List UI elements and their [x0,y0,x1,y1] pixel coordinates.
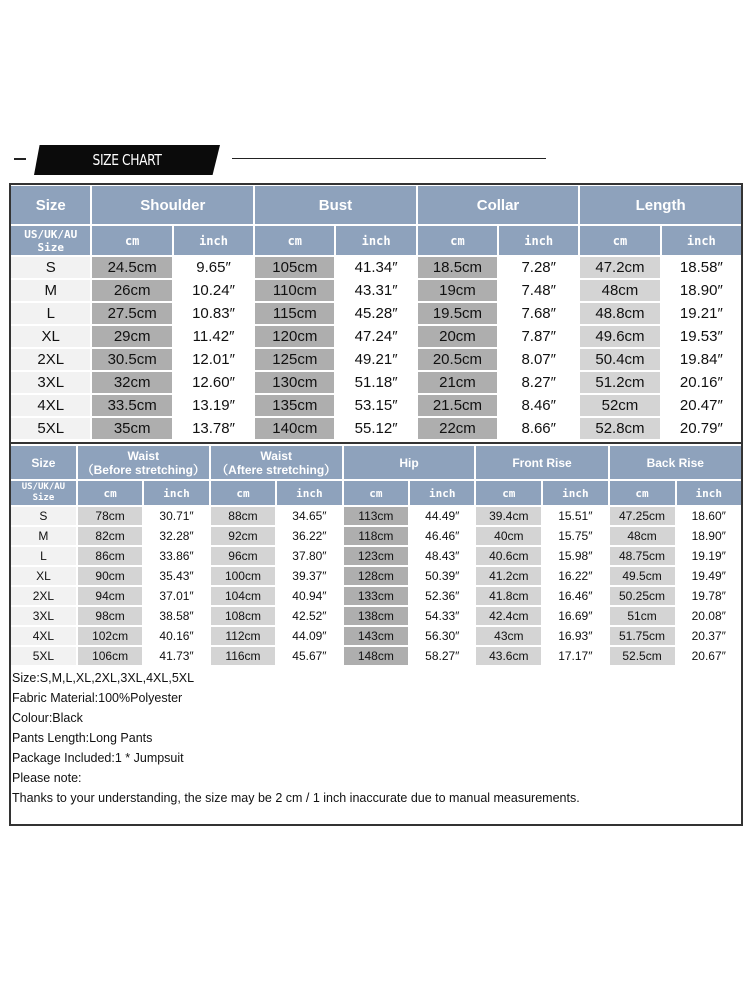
size-cell: L [11,547,76,565]
table-row [11,547,741,565]
note-please-note: Please note: [12,771,82,785]
value-cell-bust-cm: 115cm [255,303,334,324]
table-row [11,527,741,545]
value-cell-hip-in: 52.36″ [410,587,474,605]
size-region-label [11,481,76,505]
size-cell: S [11,257,90,278]
value-cell-shoulder-cm: 30.5cm [92,349,171,370]
value-cell-hip-in: 46.46″ [410,527,474,545]
size-region-label [11,226,90,255]
value-cell-collar-cm: 21.5cm [418,395,497,416]
value-cell-hip-in: 48.43″ [410,547,474,565]
col-length: Length [580,186,741,224]
value-cell-w2-cm: 112cm [211,627,275,645]
table-row [11,257,741,278]
value-cell-bust-in: 47.24″ [336,326,415,347]
waist-before-line2: （Before stretching） [81,462,205,477]
size-cell: 2XL [11,349,90,370]
header-dash [14,158,26,160]
value-cell-hip-cm: 138cm [344,607,408,625]
value-cell-w1-in: 32.28″ [144,527,208,545]
value-cell-fr-cm: 43.6cm [476,647,541,665]
size-region-line1: US/UK/AU [24,227,78,241]
size-cell: XL [11,326,90,347]
value-cell-br-cm: 48.75cm [610,547,675,565]
value-cell-shoulder-cm: 29cm [92,326,171,347]
value-cell-length-in: 19.21″ [662,303,741,324]
value-cell-bust-cm: 130cm [255,372,334,393]
value-cell-w1-in: 35.43″ [144,567,208,585]
value-cell-length-cm: 49.6cm [580,326,659,347]
value-cell-w1-cm: 90cm [78,567,142,585]
unit-inch: inch [677,481,741,505]
value-cell-length-cm: 51.2cm [580,372,659,393]
value-cell-hip-cm: 143cm [344,627,408,645]
value-cell-bust-in: 51.18″ [336,372,415,393]
unit-inch: inch [174,226,253,255]
size-cell: 3XL [11,607,76,625]
value-cell-collar-in: 8.46″ [499,395,578,416]
value-cell-w2-cm: 92cm [211,527,275,545]
size-cell: 4XL [11,627,76,645]
value-cell-w1-cm: 98cm [78,607,142,625]
value-cell-shoulder-in: 13.19″ [174,395,253,416]
value-cell-collar-in: 7.48″ [499,280,578,301]
table-row [11,567,741,585]
value-cell-w1-in: 40.16″ [144,627,208,645]
col-size: Size [11,446,76,479]
col-size: Size [11,186,90,224]
value-cell-hip-cm: 113cm [344,507,408,525]
size-cell: M [11,527,76,545]
value-cell-br-cm: 47.25cm [610,507,675,525]
table-row [11,627,741,645]
size-region-line1: US/UK/AU [21,482,66,492]
size-cell: M [11,280,90,301]
value-cell-w1-cm: 94cm [78,587,142,605]
value-cell-shoulder-in: 12.60″ [174,372,253,393]
value-cell-collar-in: 7.87″ [499,326,578,347]
size-cell: 5XL [11,647,76,665]
value-cell-shoulder-cm: 24.5cm [92,257,171,278]
value-cell-collar-cm: 22cm [418,418,497,439]
value-cell-hip-in: 54.33″ [410,607,474,625]
table-row [11,303,741,324]
value-cell-br-cm: 51cm [610,607,675,625]
value-cell-fr-in: 16.93″ [543,627,607,645]
value-cell-collar-cm: 20cm [418,326,497,347]
unit-inch: inch [543,481,607,505]
value-cell-br-in: 20.67″ [677,647,741,665]
value-cell-fr-cm: 41.8cm [476,587,541,605]
size-cell: 3XL [11,372,90,393]
col-shoulder: Shoulder [92,186,253,224]
size-cell: 5XL [11,418,90,439]
unit-cm: cm [78,481,142,505]
value-cell-hip-cm: 148cm [344,647,408,665]
value-cell-length-in: 19.53″ [662,326,741,347]
value-cell-length-in: 20.47″ [662,395,741,416]
unit-inch: inch [336,226,415,255]
unit-cm: cm [580,226,659,255]
table-row [11,507,741,525]
value-cell-bust-in: 53.15″ [336,395,415,416]
value-cell-bust-in: 49.21″ [336,349,415,370]
value-cell-w2-cm: 100cm [211,567,275,585]
value-cell-w1-in: 33.86″ [144,547,208,565]
banner-title: SIZE CHART [92,151,162,169]
value-cell-fr-cm: 42.4cm [476,607,541,625]
value-cell-w2-in: 44.09″ [277,627,341,645]
value-cell-length-cm: 50.4cm [580,349,659,370]
waist-after-line1: Waist [260,448,292,463]
value-cell-bust-in: 55.12″ [336,418,415,439]
top-size-table [9,184,743,441]
size-cell: 4XL [11,395,90,416]
unit-cm: cm [92,226,171,255]
size-cell: S [11,507,76,525]
value-cell-shoulder-cm: 33.5cm [92,395,171,416]
value-cell-length-in: 18.90″ [662,280,741,301]
value-cell-bust-cm: 125cm [255,349,334,370]
value-cell-collar-cm: 19cm [418,280,497,301]
bottom-size-table [9,444,743,667]
value-cell-w2-in: 45.67″ [277,647,341,665]
value-cell-br-cm: 49.5cm [610,567,675,585]
value-cell-fr-in: 16.22″ [543,567,607,585]
value-cell-fr-in: 15.51″ [543,507,607,525]
value-cell-length-in: 19.84″ [662,349,741,370]
value-cell-br-in: 20.37″ [677,627,741,645]
value-cell-w2-cm: 116cm [211,647,275,665]
waist-after-line2: （Aftere stretching） [216,462,337,477]
col-waist-before [78,446,209,479]
value-cell-br-cm: 51.75cm [610,627,675,645]
unit-cm: cm [476,481,541,505]
value-cell-bust-cm: 140cm [255,418,334,439]
value-cell-length-cm: 48.8cm [580,303,659,324]
value-cell-hip-cm: 128cm [344,567,408,585]
value-cell-bust-cm: 110cm [255,280,334,301]
size-chart-banner [34,145,220,175]
value-cell-w1-cm: 78cm [78,507,142,525]
col-waist-after [211,446,342,479]
product-notes [12,668,740,808]
value-cell-w1-in: 41.73″ [144,647,208,665]
unit-cm: cm [255,226,334,255]
value-cell-w1-in: 38.58″ [144,607,208,625]
value-cell-shoulder-cm: 35cm [92,418,171,439]
value-cell-length-in: 18.58″ [662,257,741,278]
value-cell-br-in: 19.49″ [677,567,741,585]
value-cell-w1-cm: 106cm [78,647,142,665]
unit-cm: cm [211,481,275,505]
value-cell-w1-cm: 102cm [78,627,142,645]
col-bust: Bust [255,186,416,224]
unit-inch: inch [499,226,578,255]
value-cell-collar-cm: 19.5cm [418,303,497,324]
value-cell-br-in: 19.78″ [677,587,741,605]
value-cell-bust-cm: 120cm [255,326,334,347]
value-cell-bust-cm: 135cm [255,395,334,416]
value-cell-fr-cm: 39.4cm [476,507,541,525]
note-package: Package Included:1 * Jumpsuit [12,751,184,765]
value-cell-length-cm: 47.2cm [580,257,659,278]
value-cell-bust-in: 41.34″ [336,257,415,278]
value-cell-shoulder-in: 11.42″ [174,326,253,347]
size-cell: 2XL [11,587,76,605]
value-cell-collar-cm: 21cm [418,372,497,393]
table-row [11,607,741,625]
value-cell-bust-cm: 105cm [255,257,334,278]
header-rule [232,158,546,159]
value-cell-w2-in: 40.94″ [277,587,341,605]
value-cell-hip-in: 44.49″ [410,507,474,525]
value-cell-fr-cm: 43cm [476,627,541,645]
value-cell-length-cm: 52cm [580,395,659,416]
value-cell-fr-in: 15.75″ [543,527,607,545]
value-cell-collar-cm: 20.5cm [418,349,497,370]
value-cell-w1-in: 30.71″ [144,507,208,525]
size-region-line2: Size [37,240,64,254]
table-row [11,372,741,393]
unit-cm: cm [610,481,675,505]
value-cell-br-in: 20.08″ [677,607,741,625]
value-cell-fr-in: 16.46″ [543,587,607,605]
value-cell-w2-cm: 88cm [211,507,275,525]
unit-inch: inch [410,481,474,505]
unit-inch: inch [662,226,741,255]
value-cell-br-cm: 52.5cm [610,647,675,665]
value-cell-fr-in: 15.98″ [543,547,607,565]
col-collar: Collar [418,186,579,224]
waist-before-line1: Waist [127,448,160,463]
note-colour: Colour:Black [12,711,83,725]
value-cell-br-in: 19.19″ [677,547,741,565]
value-cell-collar-in: 8.66″ [499,418,578,439]
value-cell-hip-cm: 133cm [344,587,408,605]
col-hip: Hip [344,446,475,479]
value-cell-shoulder-cm: 32cm [92,372,171,393]
value-cell-w2-in: 34.65″ [277,507,341,525]
value-cell-bust-in: 45.28″ [336,303,415,324]
table-row [11,418,741,439]
value-cell-w2-cm: 96cm [211,547,275,565]
value-cell-br-in: 18.90″ [677,527,741,545]
value-cell-br-in: 18.60″ [677,507,741,525]
unit-cm: cm [418,226,497,255]
value-cell-hip-cm: 123cm [344,547,408,565]
value-cell-br-cm: 50.25cm [610,587,675,605]
value-cell-w1-in: 37.01″ [144,587,208,605]
value-cell-w1-cm: 82cm [78,527,142,545]
value-cell-length-cm: 52.8cm [580,418,659,439]
table-row [11,280,741,301]
note-pants-length: Pants Length:Long Pants [12,731,153,745]
value-cell-w2-cm: 104cm [211,587,275,605]
value-cell-length-in: 20.79″ [662,418,741,439]
unit-inch: inch [277,481,341,505]
table-row [11,395,741,416]
value-cell-br-cm: 48cm [610,527,675,545]
table-row [11,647,741,665]
value-cell-hip-cm: 118cm [344,527,408,545]
value-cell-collar-in: 7.68″ [499,303,578,324]
note-sizes: Size:S,M,L,XL,2XL,3XL,4XL,5XL [12,671,195,685]
value-cell-length-in: 20.16″ [662,372,741,393]
value-cell-fr-in: 16.69″ [543,607,607,625]
value-cell-collar-in: 7.28″ [499,257,578,278]
value-cell-w2-in: 36.22″ [277,527,341,545]
value-cell-fr-cm: 40.6cm [476,547,541,565]
size-cell: L [11,303,90,324]
value-cell-fr-cm: 40cm [476,527,541,545]
value-cell-collar-in: 8.27″ [499,372,578,393]
unit-cm: cm [344,481,408,505]
value-cell-length-cm: 48cm [580,280,659,301]
value-cell-w2-cm: 108cm [211,607,275,625]
value-cell-shoulder-in: 10.24″ [174,280,253,301]
value-cell-shoulder-in: 9.65″ [174,257,253,278]
value-cell-fr-cm: 41.2cm [476,567,541,585]
value-cell-shoulder-in: 10.83″ [174,303,253,324]
value-cell-bust-in: 43.31″ [336,280,415,301]
value-cell-shoulder-cm: 27.5cm [92,303,171,324]
unit-inch: inch [144,481,208,505]
value-cell-w1-cm: 86cm [78,547,142,565]
value-cell-hip-in: 56.30″ [410,627,474,645]
value-cell-hip-in: 58.27″ [410,647,474,665]
value-cell-hip-in: 50.39″ [410,567,474,585]
value-cell-fr-in: 17.17″ [543,647,607,665]
table-row [11,349,741,370]
size-cell: XL [11,567,76,585]
value-cell-w2-in: 42.52″ [277,607,341,625]
size-region-line2: Size [32,493,55,503]
table-row [11,326,741,347]
note-accuracy: Thanks to your understanding, the size may be 2 cm / 1 inch inaccurate due to manual measurements. [12,791,580,805]
value-cell-shoulder-in: 12.01″ [174,349,253,370]
value-cell-collar-cm: 18.5cm [418,257,497,278]
col-front-rise: Front Rise [476,446,607,479]
value-cell-w2-in: 37.80″ [277,547,341,565]
value-cell-collar-in: 8.07″ [499,349,578,370]
value-cell-shoulder-in: 13.78″ [174,418,253,439]
table-row [11,587,741,605]
col-back-rise: Back Rise [610,446,741,479]
value-cell-w2-in: 39.37″ [277,567,341,585]
note-material: Fabric Material:100%Polyester [12,691,183,705]
value-cell-shoulder-cm: 26cm [92,280,171,301]
